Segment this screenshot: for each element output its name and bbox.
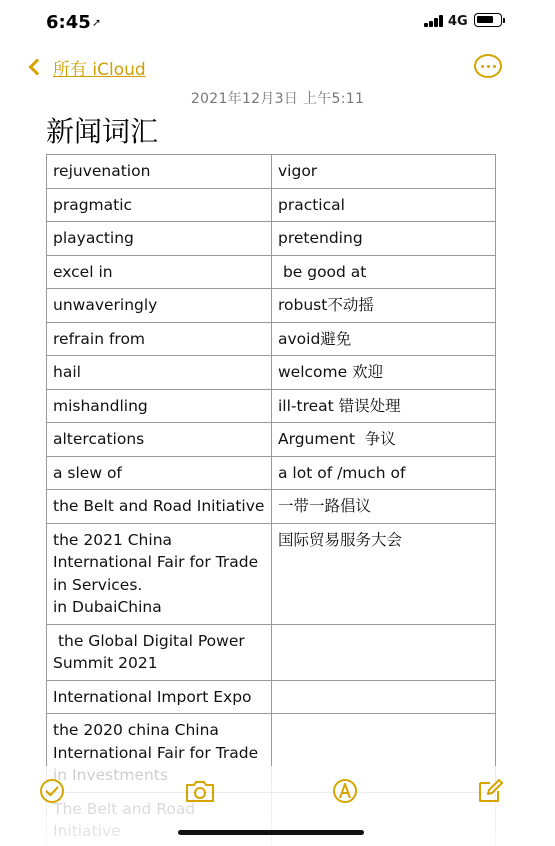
meaning-cell[interactable]: avoid避免 bbox=[272, 322, 496, 356]
term-cell[interactable]: playacting bbox=[47, 222, 272, 256]
term-cell[interactable]: hail bbox=[47, 356, 272, 390]
table-row bbox=[47, 490, 496, 524]
meaning-cell[interactable]: 国际贸易服务大会 bbox=[272, 523, 496, 624]
meaning-cell[interactable]: practical bbox=[272, 188, 496, 222]
term-cell[interactable]: a slew of bbox=[47, 456, 272, 490]
meaning-cell[interactable]: a lot of /much of bbox=[272, 456, 496, 490]
table-row bbox=[47, 188, 496, 222]
signal-icon bbox=[424, 15, 444, 27]
meaning-cell[interactable]: ill-treat 错误处理 bbox=[272, 389, 496, 423]
table-row bbox=[47, 356, 496, 390]
meaning-cell[interactable]: vigor bbox=[272, 155, 496, 189]
battery-icon bbox=[474, 13, 502, 27]
table-row bbox=[47, 289, 496, 323]
term-cell[interactable]: the 2021 China International Fair for Trade in Services. in DubaiChina bbox=[47, 523, 272, 624]
home-indicator[interactable] bbox=[178, 830, 364, 835]
term-cell[interactable]: the Belt and Road Initiative bbox=[47, 490, 272, 524]
table-row bbox=[47, 322, 496, 356]
table-row bbox=[47, 624, 496, 680]
table-row bbox=[47, 155, 496, 189]
chevron-left-icon bbox=[29, 59, 46, 76]
meaning-cell[interactable] bbox=[272, 624, 496, 680]
table-row bbox=[47, 423, 496, 457]
meaning-cell[interactable]: robust不动摇 bbox=[272, 289, 496, 323]
table-row bbox=[47, 389, 496, 423]
term-cell[interactable]: unwaveringly bbox=[47, 289, 272, 323]
compose-icon[interactable] bbox=[476, 778, 504, 804]
table-row bbox=[47, 680, 496, 714]
table-row bbox=[47, 222, 496, 256]
term-cell[interactable]: refrain from bbox=[47, 322, 272, 356]
vocabulary-table[interactable] bbox=[46, 154, 496, 846]
camera-icon[interactable] bbox=[184, 778, 216, 804]
term-cell[interactable]: International Import Expo bbox=[47, 680, 272, 714]
status-time: 6:45 bbox=[46, 12, 91, 33]
note-title[interactable]: 新闻词汇 bbox=[46, 115, 159, 148]
markup-icon[interactable] bbox=[331, 778, 359, 804]
network-type: 4G bbox=[448, 14, 468, 29]
table-row bbox=[47, 255, 496, 289]
term-cell[interactable]: pragmatic bbox=[47, 188, 272, 222]
status-bar bbox=[0, 0, 555, 44]
table-row bbox=[47, 523, 496, 624]
meaning-cell[interactable]: Argument 争议 bbox=[272, 423, 496, 457]
meaning-cell[interactable]: be good at bbox=[272, 255, 496, 289]
meaning-cell[interactable]: pretending bbox=[272, 222, 496, 256]
location-arrow-icon: ➚ bbox=[92, 16, 102, 29]
term-cell[interactable]: excel in bbox=[47, 255, 272, 289]
term-cell[interactable]: altercations bbox=[47, 423, 272, 457]
meaning-cell[interactable]: welcome 欢迎 bbox=[272, 356, 496, 390]
meaning-cell[interactable]: 一带一路倡议 bbox=[272, 490, 496, 524]
battery-cap bbox=[503, 18, 505, 23]
back-button[interactable] bbox=[26, 54, 146, 80]
term-cell[interactable]: rejuvenation bbox=[47, 155, 272, 189]
back-button-label: 所有 iCloud bbox=[53, 59, 146, 80]
term-cell[interactable]: the Global Digital Power Summit 2021 bbox=[47, 624, 272, 680]
table-row bbox=[47, 456, 496, 490]
term-cell[interactable]: mishandling bbox=[47, 389, 272, 423]
term-cell[interactable]: the 2020 china China International Fair for Trade bbox=[47, 714, 272, 793]
more-options-icon[interactable] bbox=[474, 54, 502, 78]
checklist-icon[interactable] bbox=[38, 778, 66, 804]
meaning-cell[interactable] bbox=[272, 680, 496, 714]
note-date: 2021年12月3日 上午5:11 bbox=[190, 91, 365, 107]
battery-level bbox=[477, 16, 493, 23]
